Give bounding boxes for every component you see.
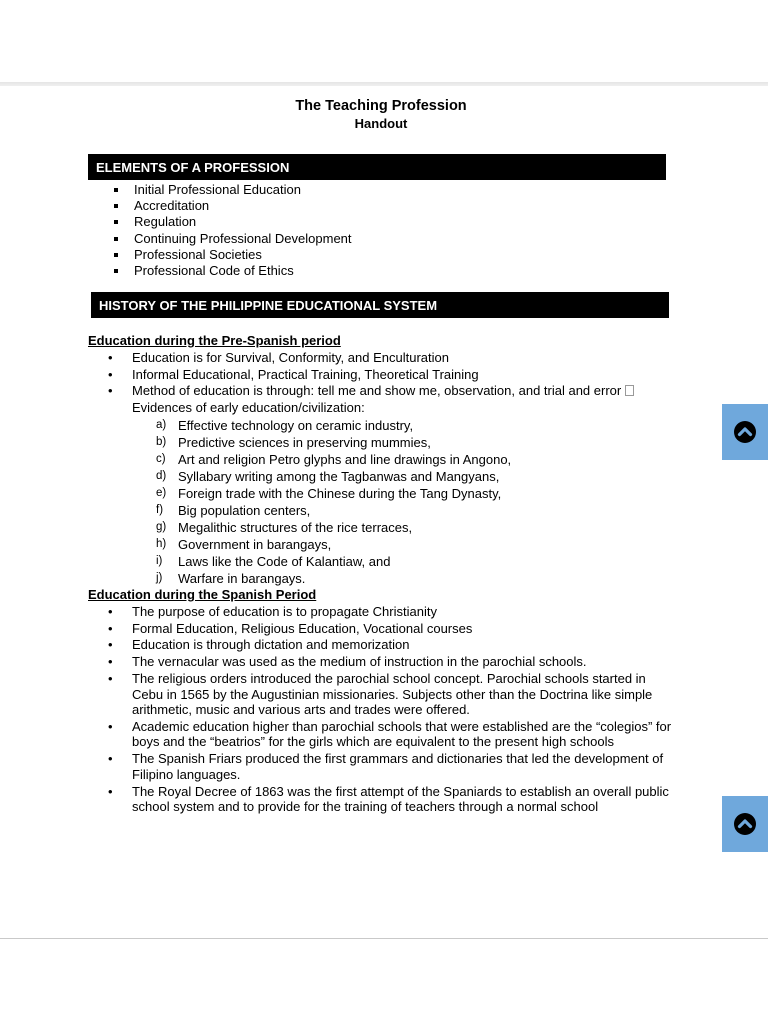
list-item [88,451,678,468]
document-title: The Teaching Profession [295,98,467,114]
list-text: Warfare in barangays. [178,570,306,586]
list-marker: a) [156,418,167,431]
list-text: Predictive sciences in preserving mummies, [178,434,431,450]
history-section-heading: HISTORY OF THE PHILIPPINE EDUCATIONAL SYSTEM [91,292,669,318]
pre-spanish-bullets [88,350,678,417]
list-item [88,434,678,451]
list-text: Art and religion Petro glyphs and line drawings in Angono, [178,451,512,467]
history-section [88,333,678,816]
list-item: Professional Societies [112,247,352,263]
page-bottom-divider [0,938,768,939]
list-text: Effective technology on ceramic industry, [178,417,414,433]
list-item [88,485,678,502]
list-item: • The vernacular was used as the medium of instruction in the parochial schools. [88,654,678,670]
list-item: Continuing Professional Development [112,231,352,247]
chevron-up-circle-icon [733,812,757,836]
list-marker: e) [156,486,167,499]
list-item: • Formal Education, Religious Education, Vocational courses [88,621,678,637]
list-text: Big population centers, [178,502,311,518]
list-text: Megalithic structures of the rice terraces, [178,519,413,535]
list-item: • Academic education higher than parochial schools that were established are the “colegios” for boys and the “beatrios” for the girls which are equivalent to the present high schools [88,719,678,750]
list-item: • Education is for Survival, Conformity, and Enculturation [88,350,678,367]
list-item: • The religious orders introduced the parochial school concept. Parochial schools started in Cebu in 1565 by the Augustinian missionaries. Subjects other than the Doctrina like simple arithmetic, music and various arts and trades were offered. [88,671,678,718]
list-item [88,417,678,434]
list-text: Foreign trade with the Chinese during the Tang Dynasty, [178,485,502,501]
method-text: Method of education is through: tell me and show me, observation, and trial and error [132,383,622,399]
spanish-bullets [88,604,678,815]
pre-spanish-heading: Education during the Pre-Spanish period [88,333,341,348]
list-marker: g) [156,520,167,533]
elements-section-heading: ELEMENTS OF A PROFESSION [88,154,666,180]
list-marker: c) [156,452,166,465]
chevron-up-circle-icon [733,420,757,444]
list-marker: h) [156,537,167,550]
evidences-list [88,417,678,587]
list-item [88,502,678,519]
list-marker: j) [156,571,163,584]
list-item: Accreditation [112,198,352,214]
list-item [88,536,678,553]
scroll-up-button[interactable] [722,796,768,852]
missing-glyph-icon [625,385,634,396]
list-item: • The Spanish Friars produced the first grammars and dictionaries that led the development of Filipino languages. [88,751,678,782]
list-item: • The Royal Decree of 1863 was the first attempt of the Spaniards to establish an overall public school system and to provide for the training of teachers through a normal school [88,784,678,815]
list-item: • Education is through dictation and memorization [88,637,678,653]
list-item [88,519,678,536]
list-item [88,383,678,417]
list-item [88,553,678,570]
spanish-heading: Education during the Spanish Period [88,586,317,602]
list-marker: f) [156,503,164,516]
list-marker: d) [156,469,167,482]
list-item: Regulation [112,214,352,230]
list-item [88,468,678,485]
list-marker: i) [156,554,163,567]
list-item: Initial Professional Education [112,182,352,198]
list-item: • Informal Educational, Practical Training, Theoretical Training [88,367,678,384]
document-subtitle: Handout [354,116,408,131]
elements-list [112,182,352,279]
list-item: • The purpose of education is to propagate Christianity [88,604,678,620]
list-marker: b) [156,435,167,448]
evidences-intro: Evidences of early education/civilization: [132,400,365,416]
list-item [88,570,678,587]
list-text: Laws like the Code of Kalantiaw, and [178,553,391,569]
list-item: Professional Code of Ethics [112,263,352,279]
list-text: Government in barangays, [178,536,332,552]
scroll-up-button[interactable] [722,404,768,460]
list-text: Syllabary writing among the Tagbanwas and Mangyans, [178,468,500,484]
